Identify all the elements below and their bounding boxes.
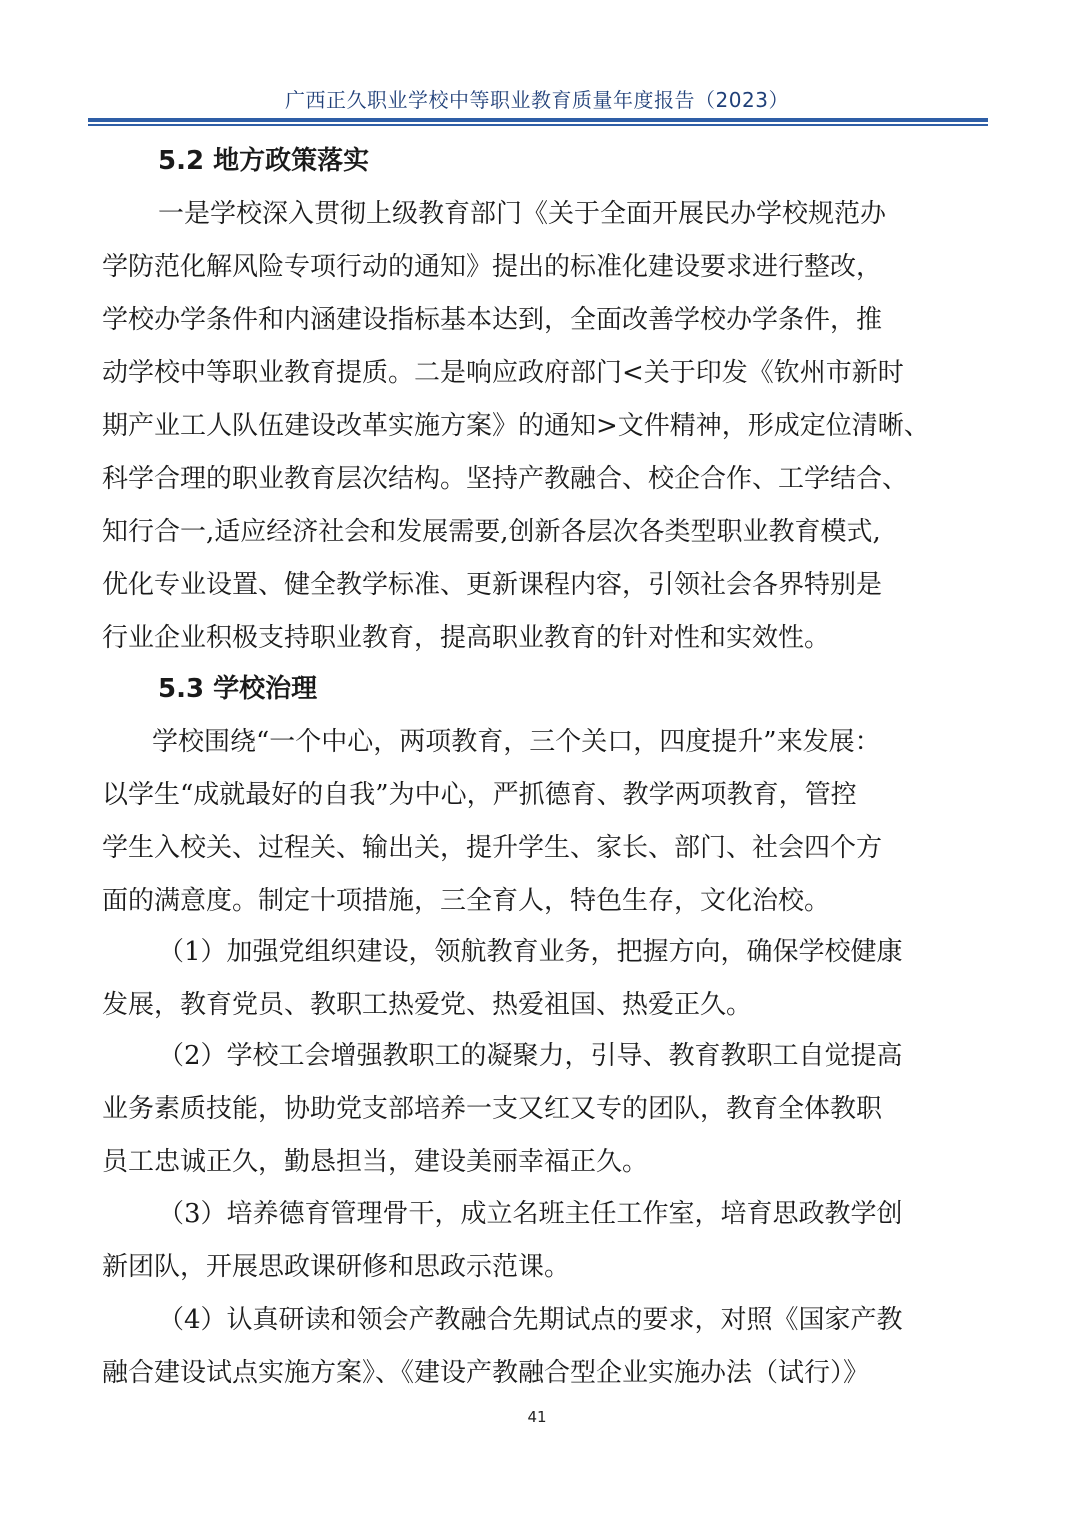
paragraph-line: 学校办学条件和内涵建设指标基本达到，全面改善学校办学条件，推 [102,305,883,335]
paragraph-line: 新团队，开展思政课研修和思政示范课。 [102,1252,571,1282]
section-heading-5-3: 5.3 学校治理 [158,674,318,704]
paragraph-line: 优化专业设置、健全教学标准、更新课程内容，引领社会各界特别是 [102,570,883,600]
paragraph-line: 学防范化解风险专项行动的通知》提出的标准化建设要求进行整改， [102,252,883,282]
paragraph-line: 发展，教育党员、教职工热爱党、热爱祖国、热爱正久。 [102,990,753,1020]
paragraph-line: 科学合理的职业教育层次结构。坚持产教融合、校企合作、工学结合、 [102,464,909,494]
paragraph-line: 行业企业积极支持职业教育，提高职业教育的针对性和实效性。 [102,623,831,653]
paragraph-line: （1）加强党组织建设，领航教育业务，把握方向，确保学校健康 [158,937,903,967]
paragraph-line: 员工忠诚正久，勤恳担当，建设美丽幸福正久。 [102,1147,649,1177]
section-heading-5-2: 5.2 地方政策落实 [158,146,370,176]
paragraph-line: 学校围绕“一个中心，两项教育，三个关口，四度提升”来发展： [152,727,881,757]
paragraph-line: （3）培养德育管理骨干，成立名班主任工作室，培育思政教学创 [158,1199,903,1229]
header-rule-thin [88,124,988,126]
paragraph-line: 一是学校深入贯彻上级教育部门《关于全面开展民办学校规范办 [158,199,887,229]
paragraph-line: 面的满意度。制定十项措施，三全育人，特色生存，文化治校。 [102,886,831,916]
paragraph-line: 融合建设试点实施方案》、《建设产教融合型企业实施办法（试行）》 [102,1358,870,1388]
paragraph-line: 业务素质技能，协助党支部培养一支又红又专的团队，教育全体教职 [102,1094,883,1124]
paragraph-line: （4）认真研读和领会产教融合先期试点的要求，对照《国家产教 [158,1305,903,1335]
paragraph-line: 动学校中等职业教育提质。二是响应政府部门<关于印发《钦州市新时 [102,358,904,388]
header-rule-thick [88,118,988,122]
paragraph-line: 学生入校关、过程关、输出关，提升学生、家长、部门、社会四个方 [102,833,883,863]
report-header-title: 广西正久职业学校中等职业教育质量年度报告（2023） [285,88,789,112]
paragraph-line: 知行合一,适应经济社会和发展需要,创新各层次各类型职业教育模式, [102,517,881,547]
paragraph-line: 以学生“成就最好的自我”为中心，严抓德育、教学两项教育，管控 [102,780,857,810]
page-number: 41 [527,1408,547,1426]
paragraph-line: 期产业工人队伍建设改革实施方案》的通知>文件精神，形成定位清晰、 [102,411,930,441]
paragraph-line: （2）学校工会增强教职工的凝聚力，引导、教育教职工自觉提高 [158,1041,903,1071]
